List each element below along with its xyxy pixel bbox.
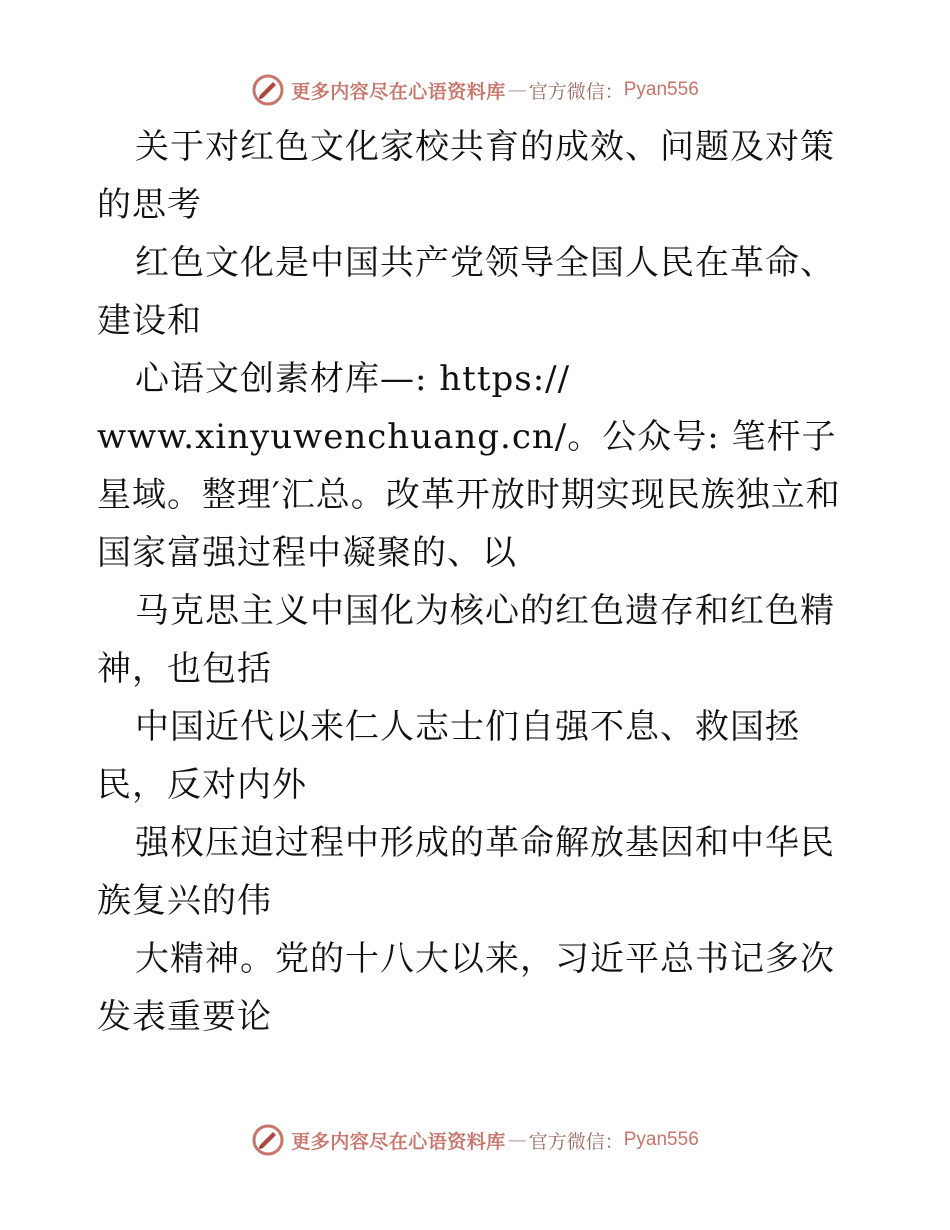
- header-banner: [0, 70, 950, 110]
- logo-icon: [251, 73, 285, 107]
- paragraph: 大精神。党的十八大以来，习近平总书记多次发表重要论: [97, 939, 835, 1037]
- logo-icon: [251, 1123, 285, 1157]
- document-body: [97, 118, 867, 1046]
- header-wechat-id: Pyan556: [623, 79, 699, 100]
- footer-dash: —: [507, 1129, 527, 1151]
- paragraph: 强权压迫过程中形成的革命解放基因和中华民族复兴的伟: [97, 823, 835, 921]
- header-dash: —: [507, 79, 527, 101]
- footer-banner: [0, 1120, 950, 1160]
- header-site-text: 更多内容尽在心语资料库: [291, 80, 506, 103]
- paragraph: 红色文化是中国共产党领导全国人民在革命、建设和: [97, 243, 835, 341]
- document-title: 关于对红色文化家校共育的成效、问题及对策的思考: [97, 127, 835, 225]
- paragraph: www.xinyuwenchuang.cn/。公众号: 笔杆子星域。整理′汇总。改革开放时期实现民族独立和国家富强过程中凝聚的、以: [97, 417, 841, 573]
- footer-wechat-id: Pyan556: [623, 1129, 699, 1150]
- footer-site-text: 更多内容尽在心语资料库: [291, 1130, 506, 1153]
- paragraph: 中国近代以来仁人志士们自强不息、救国拯民，反对内外: [97, 707, 800, 805]
- header-wechat-label: 官方微信：: [528, 80, 624, 103]
- paragraph: 心语文创素材库—: https://: [135, 359, 571, 399]
- footer-wechat-label: 官方微信：: [528, 1130, 624, 1153]
- paragraph: 马克思主义中国化为核心的红色遗存和红色精神，也包括: [97, 591, 835, 689]
